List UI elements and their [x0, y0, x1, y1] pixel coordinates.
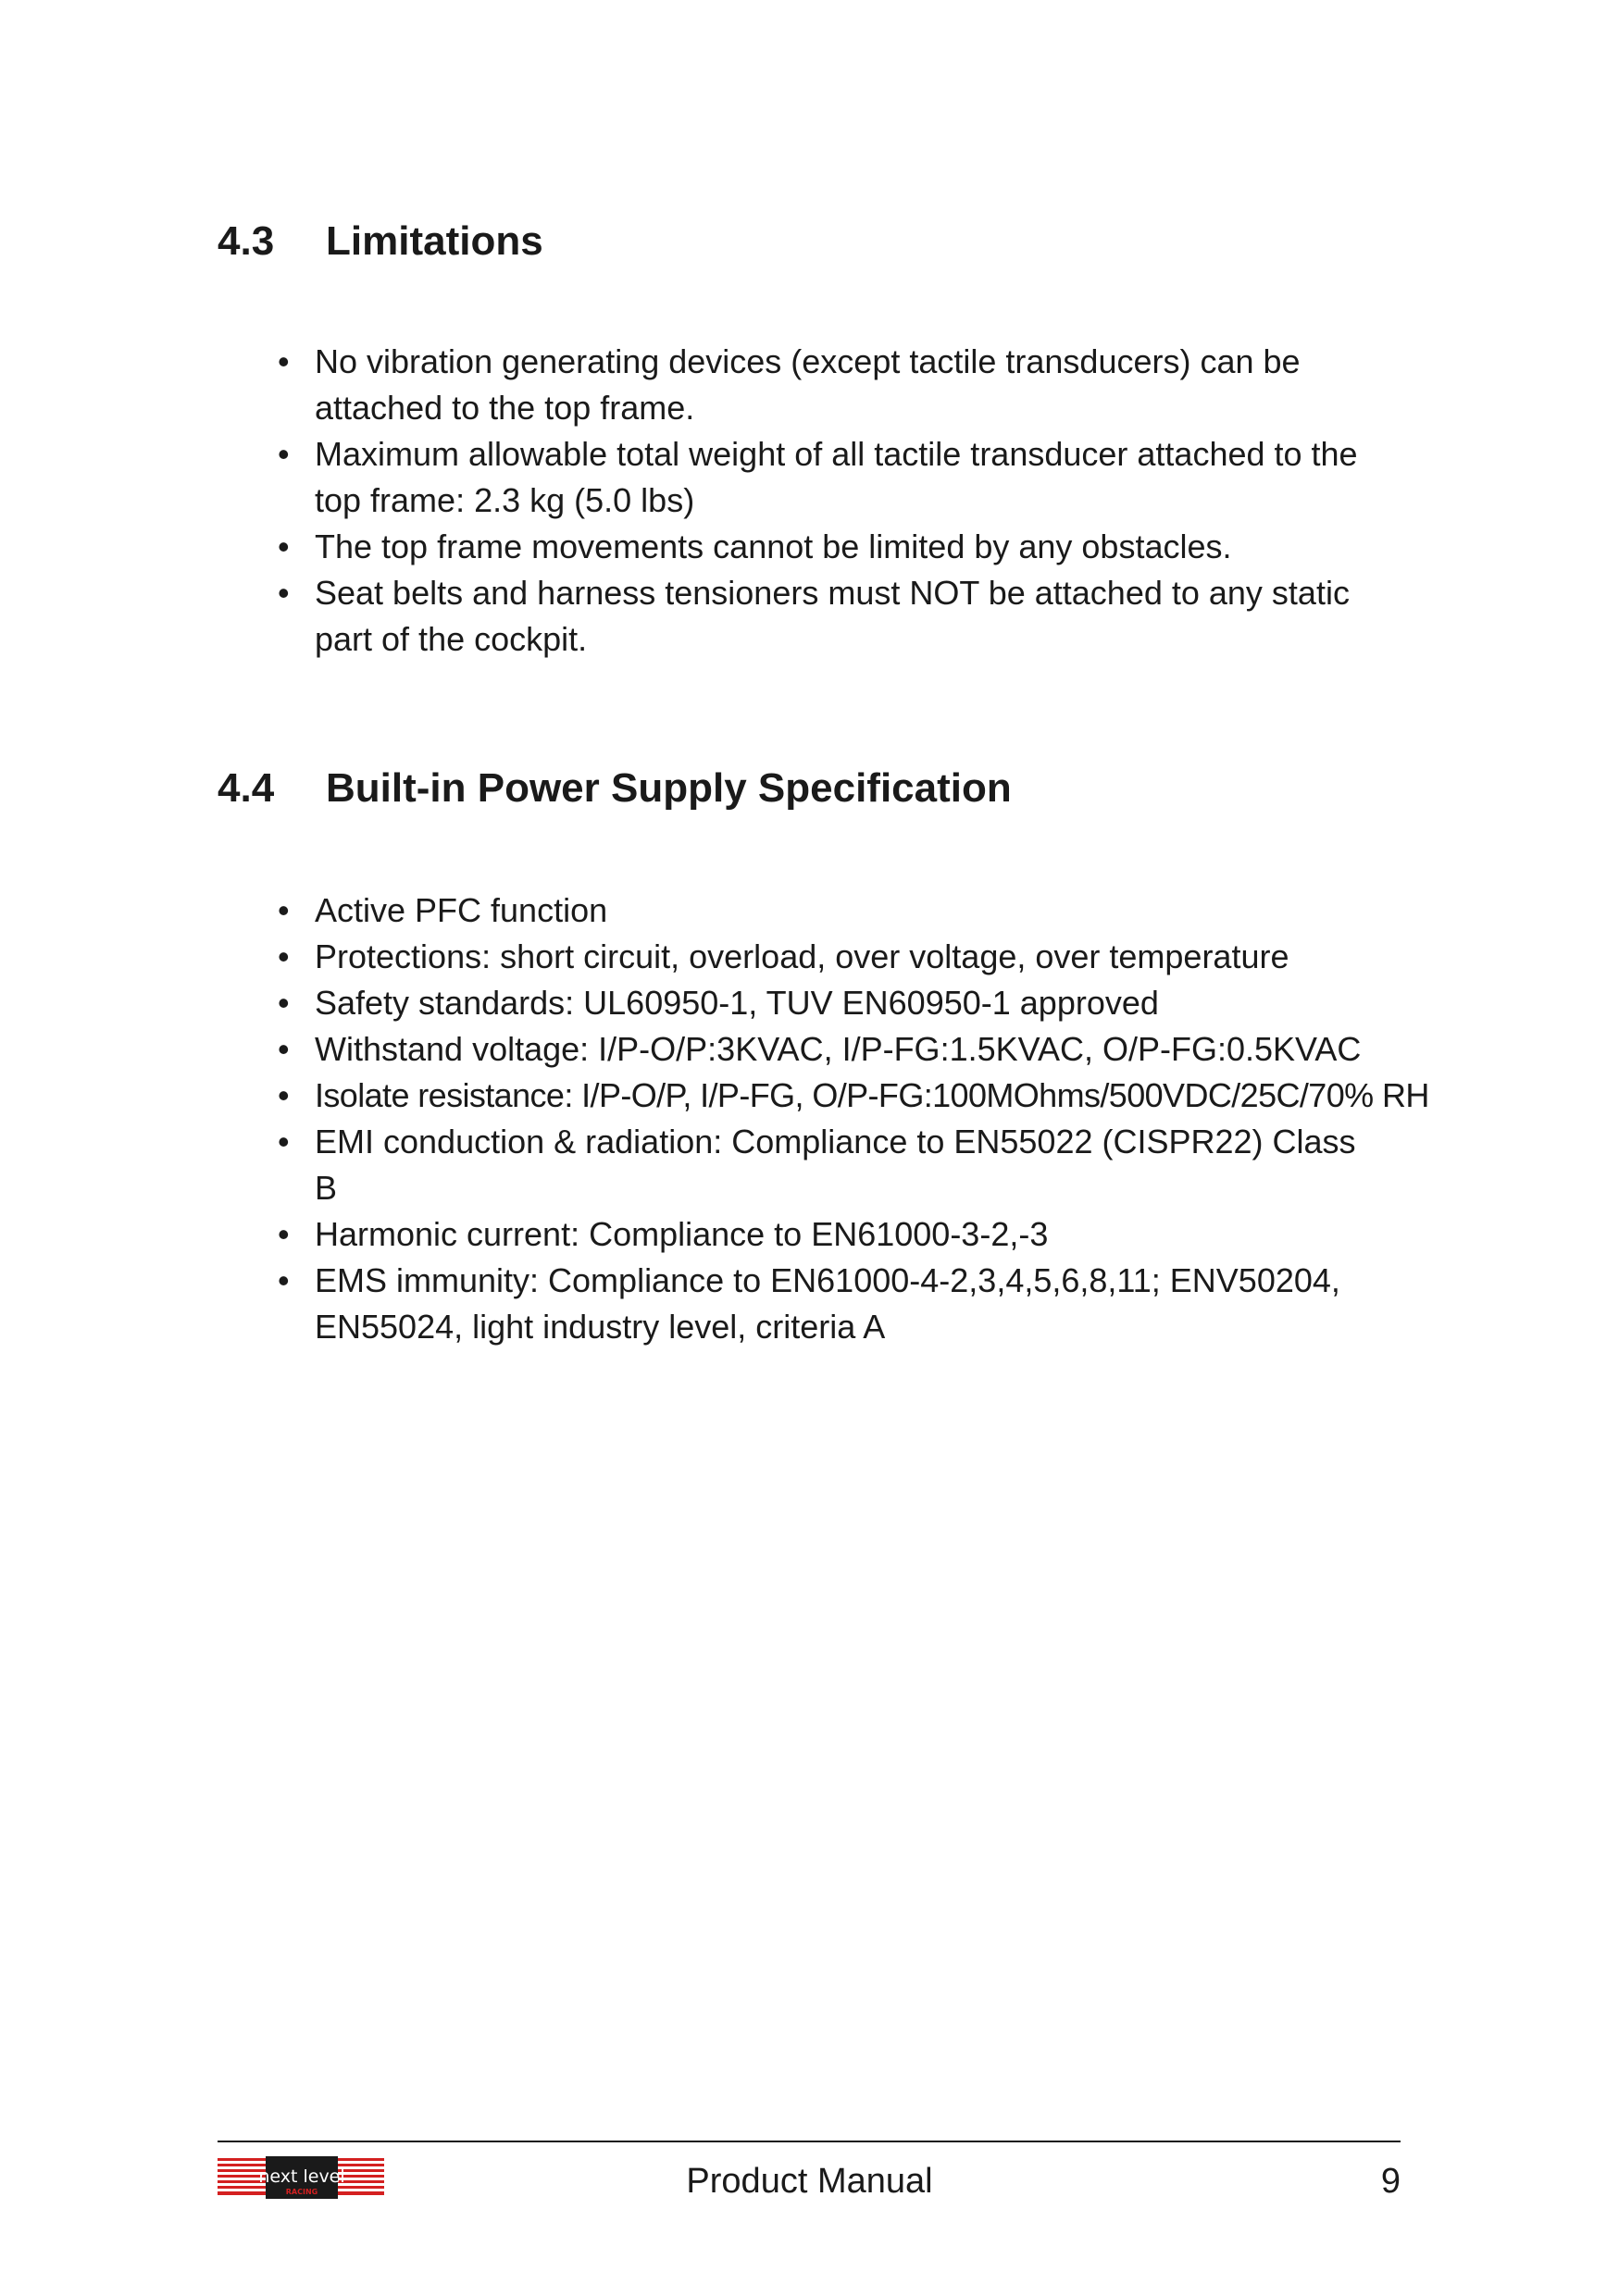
- page-number: 9: [1380, 2162, 1401, 2201]
- list-item: [278, 570, 1370, 663]
- bullet-icon: •: [278, 434, 290, 473]
- list-item: [278, 887, 1370, 934]
- list-item-text: Protections: short circuit, overload, over voltage, over temperature: [315, 937, 1289, 975]
- list-item: [278, 1258, 1370, 1350]
- list-item-text: EMI conduction & radiation: Compliance to EN55022 (CISPR22) Class B: [315, 1122, 1356, 1207]
- logo-text: next level: [258, 2166, 345, 2187]
- footer-title: Product Manual: [686, 2162, 933, 2201]
- bullet-icon: •: [278, 1260, 290, 1299]
- list-item: [278, 1026, 1370, 1073]
- list-item-text: Withstand voltage: I/P-O/P:3KVAC, I/P-FG:1.5KVAC, O/P-FG:0.5KVAC: [315, 1029, 1362, 1068]
- section-title: Limitations: [326, 218, 543, 264]
- list-item: [278, 980, 1370, 1026]
- footer-divider: [218, 2141, 1401, 2142]
- bullet-icon: •: [278, 890, 290, 929]
- bullet-icon: •: [278, 983, 290, 1022]
- list-item: [278, 1073, 1429, 1119]
- bullet-list: [278, 339, 1370, 663]
- section-power-supply-specification: [218, 764, 1429, 1350]
- bullet-icon: •: [278, 1075, 290, 1114]
- bullet-icon: •: [278, 1029, 290, 1068]
- list-item-text: EMS immunity: Compliance to EN61000-4-2,3,4,5,6,8,11; ENV50204, EN55024, light industry level, criteria A: [315, 1260, 1340, 1346]
- list-item-text: Harmonic current: Compliance to EN61000-3-2,-3: [315, 1214, 1049, 1253]
- section-heading: [218, 764, 1412, 813]
- list-item-text: Safety standards: UL60950-1, TUV EN60950-1 approved: [315, 983, 1159, 1022]
- bullet-icon: •: [278, 1214, 290, 1253]
- bullet-list: [278, 887, 1429, 1350]
- list-item: [278, 339, 1370, 431]
- bullet-icon: •: [278, 573, 290, 612]
- list-item-text: Active PFC function: [315, 890, 608, 929]
- list-item-text: Isolate resistance: I/P-O/P, I/P-FG, O/P-FG:100MOhms/500VDC/25C/70% RH: [315, 1075, 1429, 1114]
- list-item-text: Seat belts and harness tensioners must NOT be attached to any static part of the cockpit.: [315, 573, 1350, 658]
- list-item: [278, 1119, 1370, 1211]
- list-item: [278, 1211, 1370, 1258]
- list-item: [278, 524, 1370, 570]
- list-item-text: Maximum allowable total weight of all tactile transducer attached to the top frame: 2.3 kg (5.0 lbs): [315, 434, 1358, 519]
- bullet-icon: •: [278, 341, 290, 380]
- logo-subtext: RACING: [285, 2188, 318, 2196]
- bullet-icon: •: [278, 1122, 290, 1160]
- section-heading: [218, 217, 1412, 267]
- bullet-icon: •: [278, 527, 290, 565]
- section-limitations: [218, 217, 1412, 663]
- list-item-text: No vibration generating devices (except tactile transducers) can be attached to the top frame.: [315, 341, 1301, 427]
- section-number: 4.4: [218, 765, 275, 811]
- list-item-text: The top frame movements cannot be limited by any obstacles.: [315, 527, 1232, 565]
- bullet-icon: •: [278, 937, 290, 975]
- list-item: [278, 431, 1370, 524]
- list-item: [278, 934, 1370, 980]
- section-number: 4.3: [218, 218, 275, 264]
- section-title: Built-in Power Supply Specification: [326, 765, 1012, 811]
